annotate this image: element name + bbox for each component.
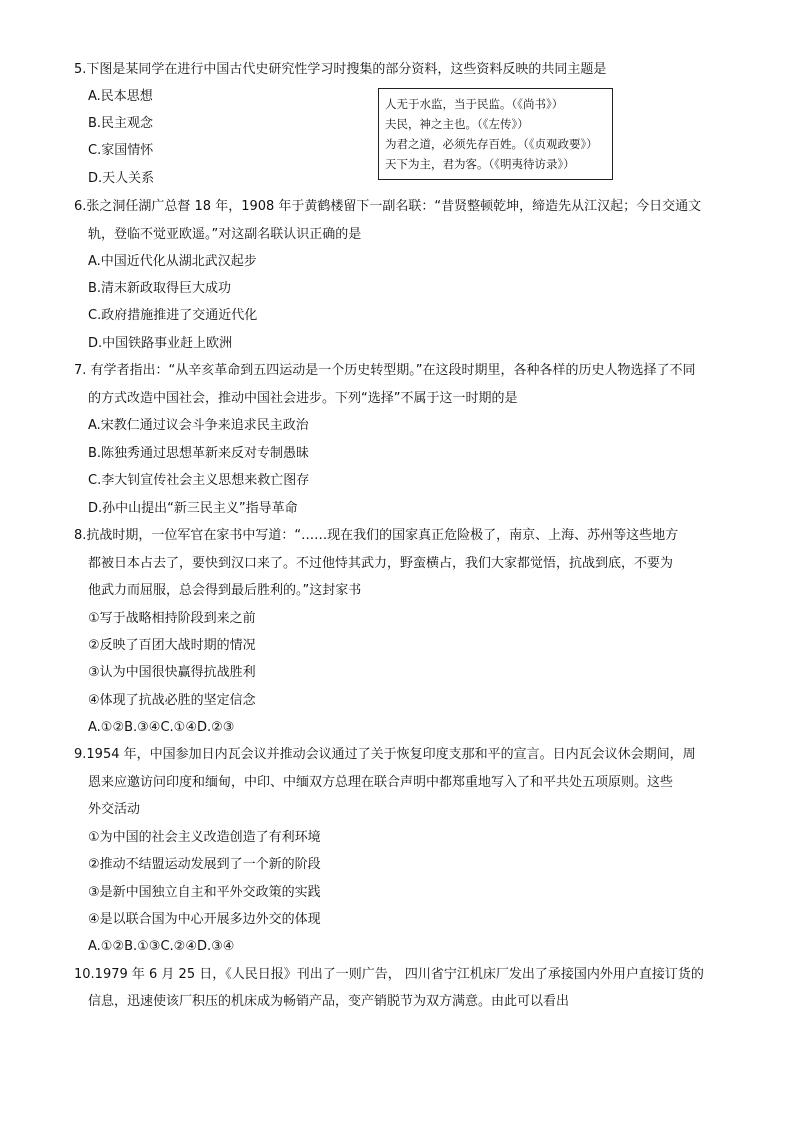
q5-source-4: 天下为主，君为客。（《明夷待访录》） <box>385 157 575 171</box>
q9-options: A.①②B.①③C.②④D.③④ <box>88 939 235 954</box>
q6-option-b: B.清末新政取得巨大成功 <box>88 281 232 296</box>
q8-stem-line3: 他武力而屈服，总会得到最后胜利的。”这封家书 <box>88 583 362 598</box>
q5-option-a: A.民本思想 <box>88 89 153 104</box>
q9-stem-line1: 9.1954 年，中国参加日内瓦会议并推动会议通过了关于恢复印度支那和平的宣言。日内瓦会议休会期间，周 <box>74 747 696 762</box>
q9-stem-line2: 恩来应邀访问印度和缅甸，中印、中缅双方总理在联合声明中都郑重地写入了和平共处五项原则。这些 <box>88 775 674 790</box>
q6-stem-line1: 6.张之洞任湖广总督 18 年，1908 年于黄鹤楼留下一副名联：“昔贤整顿乾坤，缔造先从江汉起；今日交通文 <box>74 199 702 214</box>
q8-item-3: ③认为中国很快赢得抗战胜利 <box>88 665 256 680</box>
q9-stem-line3: 外交活动 <box>88 802 141 817</box>
q10-stem-line2: 信息，迅速使该厂积压的机床成为畅销产品，变产销脱节为双方满意。由此可以看出 <box>88 994 570 1009</box>
q8-stem-line1: 8.抗战时期，一位军官在家书中写道：“……现在我们的国家真正危险极了，南京、上海、苏州等这些地方 <box>74 528 679 543</box>
q7-option-a: A.宋教仁通过议会斗争来追求民主政治 <box>88 418 309 433</box>
q8-item-1: ①写于战略相持阶段到来之前 <box>88 611 256 626</box>
q9-item-4: ④是以联合国为中心开展多边外交的体现 <box>88 912 321 927</box>
q6-stem-line2: 轨，登临不觉亚欧遥。”对这副名联认识正确的是 <box>88 227 362 242</box>
q10-stem-line1: 10.1979 年 6 月 25 日，《人民日报》刊出了一则广告， 四川省宁江机床厂发出了承接国内外用户直接订货的 <box>74 967 704 982</box>
q5-source-2: 夫民，神之主也。（《左传》） <box>385 117 529 131</box>
q6-option-d: D.中国铁路事业赶上欧洲 <box>88 336 233 351</box>
q8-stem-line2: 都被日本占去了，要快到汉口来了。不过他恃其武力，野蛮横占，我们大家都觉悟，抗战到底，不要为 <box>88 556 674 571</box>
q5-stem: 5.下图是某同学在进行中国古代史研究性学习时搜集的部分资料，这些资料反映的共同主题是 <box>74 62 607 77</box>
q5-option-d: D.天人关系 <box>88 171 155 186</box>
q5-source-1: 人无于水监，当于民监。（《尚书》） <box>385 97 564 111</box>
q7-option-d: D.孙中山提出“新三民主义”指导革命 <box>88 501 298 516</box>
q6-option-a: A.中国近代化从湖北武汉起步 <box>88 254 257 269</box>
q5-source-box <box>378 88 613 180</box>
q9-item-1: ①为中国的社会主义改造创造了有利环境 <box>88 830 321 845</box>
q7-stem-line2: 的方式改造中国社会，推动中国社会进步。下列“选择”不属于这一时期的是 <box>88 391 518 406</box>
q7-option-b: B.陈独秀通过思想革新来反对专制愚昧 <box>88 446 310 461</box>
q9-item-3: ③是新中国独立自主和平外交政策的实践 <box>88 885 321 900</box>
q5-source-3: 为君之道，必须先存百姓。（《贞观政要》） <box>385 137 598 151</box>
q5-option-c: C.家国情怀 <box>88 143 154 158</box>
q8-item-4: ④体现了抗战必胜的坚定信念 <box>88 693 256 708</box>
q7-stem-line1: 7. 有学者指出：“从辛亥革命到五四运动是一个历史转型期。”在这段时期里，各种各样的历史人物选择了不同 <box>74 363 696 378</box>
q6-option-c: C.政府措施推进了交通近代化 <box>88 308 258 323</box>
q5-option-b: B.民主观念 <box>88 116 154 131</box>
q9-item-2: ②推动不结盟运动发展到了一个新的阶段 <box>88 857 321 872</box>
q8-item-2: ②反映了百团大战时期的情况 <box>88 638 256 653</box>
q7-option-c: C.李大钊宣传社会主义思想来救亡图存 <box>88 473 310 488</box>
q8-options: A.①②B.③④C.①④D.②③ <box>88 720 235 735</box>
